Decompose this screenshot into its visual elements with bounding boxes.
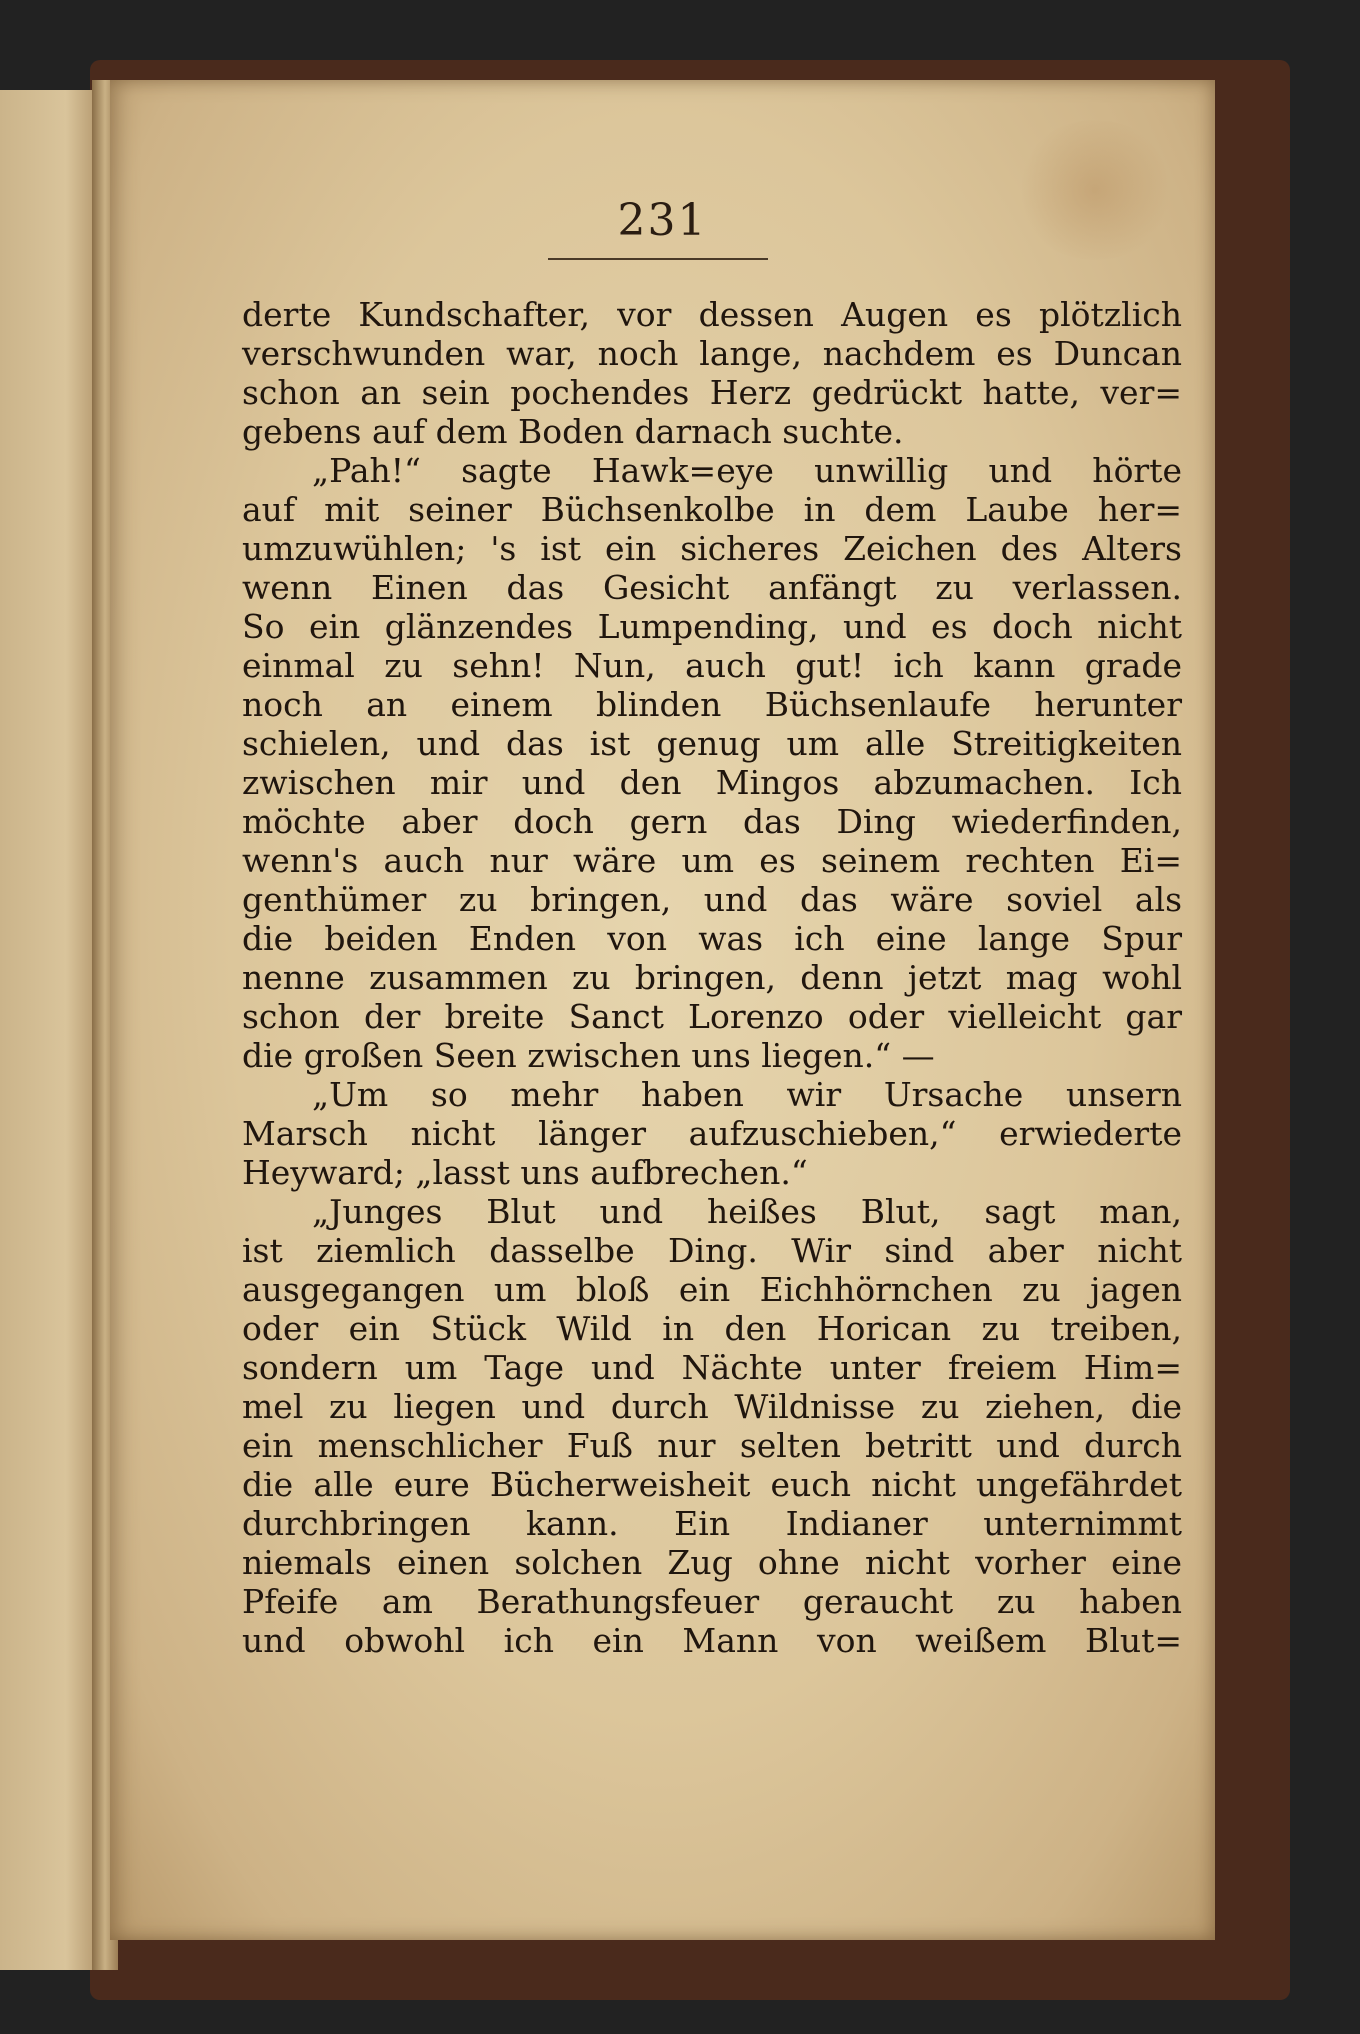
- text-line: schielen, und das ist genug um alle Streitigkeiten: [242, 724, 1182, 763]
- text-line: einmal zu sehn! Nun, auch gut! ich kann grade: [242, 646, 1182, 685]
- text-line: zwischen mir und den Mingos abzumachen. Ich: [242, 763, 1182, 802]
- text-line: So ein glänzendes Lumpending, und es doch nicht: [242, 607, 1182, 646]
- text-line: die alle eure Bücherweisheit euch nicht ungefährdet: [242, 1465, 1182, 1504]
- text-line: und obwohl ich ein Mann von weißem Blut=: [242, 1621, 1182, 1660]
- text-line: „Junges Blut und heißes Blut, sagt man,: [312, 1192, 1182, 1231]
- text-line: durchbringen kann. Ein Indianer unternimmt: [242, 1504, 1182, 1543]
- text-line: nenne zusammen zu bringen, denn jetzt mag wohl: [242, 958, 1182, 997]
- text-line: verschwunden war, noch lange, nachdem es Duncan: [242, 334, 1182, 373]
- text-line: Marsch nicht länger aufzuschieben,“ erwiederte: [242, 1114, 1182, 1153]
- book-page: [110, 80, 1215, 1940]
- text-line: wenn's auch nur wäre um es seinem rechten Ei=: [242, 841, 1182, 880]
- page-number: 231: [617, 195, 708, 246]
- text-line: die großen Seen zwischen uns liegen.“ —: [242, 1036, 935, 1075]
- text-line: ausgegangen um bloß ein Eichhörnchen zu jagen: [242, 1270, 1182, 1309]
- header-rule: [548, 258, 768, 260]
- text-line: ein menschlicher Fuß nur selten betritt und durch: [242, 1426, 1182, 1465]
- text-line: mel zu liegen und durch Wildnisse zu ziehen, die: [242, 1387, 1182, 1426]
- text-line: ist ziemlich dasselbe Ding. Wir sind aber nicht: [242, 1231, 1182, 1270]
- text-line: „Um so mehr haben wir Ursache unsern: [312, 1075, 1182, 1114]
- text-line: wenn Einen das Gesicht anfängt zu verlassen.: [242, 568, 1182, 607]
- text-line: „Pah!“ sagte Hawk=eye unwillig und hörte: [312, 451, 1182, 490]
- text-line: auf mit seiner Büchsenkolbe in dem Laube her=: [242, 490, 1182, 529]
- text-line: schon an sein pochendes Herz gedrückt hatte, ver=: [242, 373, 1182, 412]
- text-line: Pfeife am Berathungsfeuer geraucht zu haben: [242, 1582, 1182, 1621]
- text-line: schon der breite Sanct Lorenzo oder vielleicht gar: [242, 997, 1182, 1036]
- text-line: umzuwühlen; 's ist ein sicheres Zeichen des Alters: [242, 529, 1182, 568]
- text-line: genthümer zu bringen, und das wäre soviel als: [242, 880, 1182, 919]
- text-line: Heyward; „lasst uns aufbrechen.“: [242, 1153, 808, 1192]
- text-line: niemals einen solchen Zug ohne nicht vorher eine: [242, 1543, 1182, 1582]
- text-line: möchte aber doch gern das Ding wiederfinden,: [242, 802, 1182, 841]
- text-line: die beiden Enden von was ich eine lange Spur: [242, 919, 1182, 958]
- text-line: derte Kundschafter, vor dessen Augen es plötzlich: [242, 295, 1182, 334]
- text-line: sondern um Tage und Nächte unter freiem Him=: [242, 1348, 1182, 1387]
- text-line: oder ein Stück Wild in den Horican zu treiben,: [242, 1309, 1182, 1348]
- page-text: [242, 295, 1182, 1660]
- text-line: noch an einem blinden Büchsenlaufe herunter: [242, 685, 1182, 724]
- text-line: gebens auf dem Boden darnach suchte.: [242, 412, 904, 451]
